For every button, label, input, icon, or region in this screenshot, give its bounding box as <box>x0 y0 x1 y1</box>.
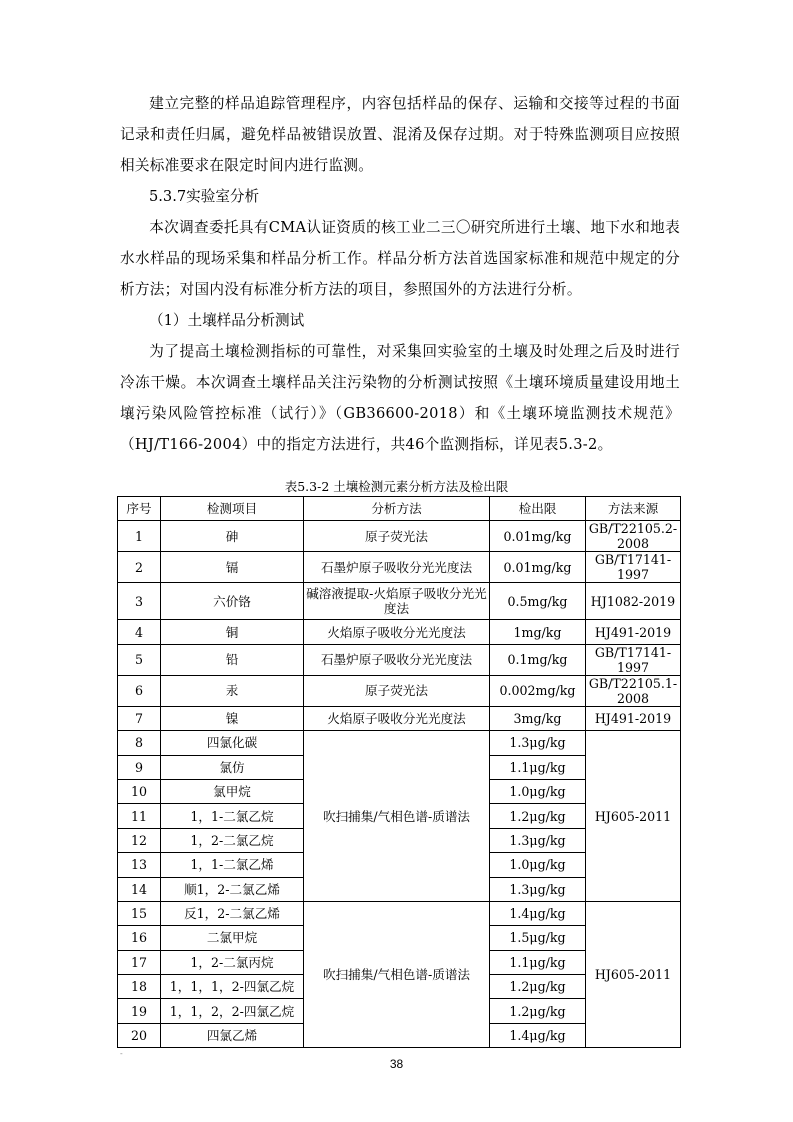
cell-method-group2: 吹扫捕集/气相色谱-质谱法 <box>304 901 490 1047</box>
cell-serial: 15 <box>118 901 161 925</box>
table-row <box>118 620 681 644</box>
cell-limit: 0.01mg/kg <box>490 521 586 552</box>
header-detection-limit: 检出限 <box>490 497 586 521</box>
header-method-source: 方法来源 <box>586 497 681 521</box>
cell-limit: 0.5mg/kg <box>490 583 586 620</box>
table-caption: 表5.3-2 土壤检测元素分析方法及检出限 <box>284 479 509 494</box>
cell-source: HJ1082-2019 <box>586 583 681 620</box>
cell-item: 四氯化碳 <box>161 731 304 755</box>
cell-source: GB/T17141-1997 <box>586 552 681 583</box>
cell-source-group2: HJ605-2011 <box>586 901 681 1047</box>
cell-serial: 16 <box>118 926 161 950</box>
cell-serial: 9 <box>118 755 161 779</box>
cell-serial: 5 <box>118 644 161 675</box>
cell-method: 火焰原子吸收分光光度法 <box>304 706 490 730</box>
cell-item: 二氯甲烷 <box>161 926 304 950</box>
cell-method: 石墨炉原子吸收分光光度法 <box>304 552 490 583</box>
cell-item: 顺1，2-二氯乙烯 <box>161 877 304 901</box>
cell-limit: 0.1mg/kg <box>490 644 586 675</box>
cell-method: 火焰原子吸收分光光度法 <box>304 620 490 644</box>
cell-method: 原子荧光法 <box>304 521 490 552</box>
cell-serial: 19 <box>118 999 161 1023</box>
cell-serial: 2 <box>118 552 161 583</box>
cell-serial: 17 <box>118 950 161 974</box>
cell-item: 1，2-二氯丙烷 <box>161 950 304 974</box>
paragraph-sample-tracking: 建立完整的样品追踪管理程序，内容包括样品的保存、运输和交接等过程的书面记录和责任归属，避免样品被错误放置、混淆及保存过期。对于特殊监测项目应按照相关标准要求在限定时间内进行监测。 <box>120 95 680 174</box>
cell-source: HJ491-2019 <box>586 620 681 644</box>
cell-item: 砷 <box>161 521 304 552</box>
paragraph-lab-commission: 本次调查委托具有CMA认证资质的核工业二三〇研究所进行土壤、地下水和地表水水样品的现场采集和样品分析工作。样品分析方法首选国家标准和规范中规定的分析方法；对国内没有标准分析方法的项目，参照国外的方法进行分析。 <box>120 219 680 298</box>
cell-serial: 12 <box>118 828 161 852</box>
cell-item: 镍 <box>161 706 304 730</box>
cell-limit: 1.3μg/kg <box>490 731 586 755</box>
cell-item: 1，1，2，2-四氯乙烷 <box>161 999 304 1023</box>
cell-limit: 1mg/kg <box>490 620 586 644</box>
cell-item: 四氯乙烯 <box>161 1023 304 1047</box>
cell-method-group1: 吹扫捕集/气相色谱-质谱法 <box>304 731 490 902</box>
cell-item: 1，1，1，2-四氯乙烷 <box>161 975 304 999</box>
cell-method: 碱溶液提取-火焰原子吸收分光光度法 <box>304 583 490 620</box>
cell-limit: 1.1μg/kg <box>490 950 586 974</box>
table-row <box>118 706 681 730</box>
cell-serial: 14 <box>118 877 161 901</box>
cell-serial: 11 <box>118 804 161 828</box>
header-test-item: 检测项目 <box>161 497 304 521</box>
cell-item: 铜 <box>161 620 304 644</box>
cell-limit: 1.4μg/kg <box>490 901 586 925</box>
section-heading-lab-analysis: 5.3.7实验室分析 <box>149 188 260 205</box>
cell-limit: 0.01mg/kg <box>490 552 586 583</box>
cell-item: 铅 <box>161 644 304 675</box>
header-serial: 序号 <box>118 497 161 521</box>
cell-limit: 1.0μg/kg <box>490 853 586 877</box>
cell-source: GB/T22105.1-2008 <box>586 675 681 706</box>
table-row <box>118 901 681 925</box>
cell-item: 六价铬 <box>161 583 304 620</box>
cell-item: 1，1-二氯乙烯 <box>161 853 304 877</box>
cell-serial: 7 <box>118 706 161 730</box>
table-row <box>118 521 681 552</box>
cell-limit: 1.1μg/kg <box>490 755 586 779</box>
table-row <box>118 583 681 620</box>
cell-item: 氯甲烷 <box>161 779 304 803</box>
cell-limit: 1.5μg/kg <box>490 926 586 950</box>
cell-limit: 1.2μg/kg <box>490 975 586 999</box>
table-row <box>118 644 681 675</box>
cell-item: 汞 <box>161 675 304 706</box>
cell-source: HJ491-2019 <box>586 706 681 730</box>
soil-analysis-table <box>117 496 681 1048</box>
table-header-row <box>118 497 681 521</box>
cell-serial: 18 <box>118 975 161 999</box>
table-row <box>118 731 681 755</box>
cell-source-group1: HJ605-2011 <box>586 731 681 902</box>
cell-limit: 1.2μg/kg <box>490 999 586 1023</box>
cell-limit: 1.3μg/kg <box>490 828 586 852</box>
cell-limit: 1.2μg/kg <box>490 804 586 828</box>
cell-serial: 6 <box>118 675 161 706</box>
cell-limit: 1.3μg/kg <box>490 877 586 901</box>
cell-serial: 4 <box>118 620 161 644</box>
cell-limit: 3mg/kg <box>490 706 586 730</box>
table-row <box>118 675 681 706</box>
cell-serial: 10 <box>118 779 161 803</box>
header-method: 分析方法 <box>304 497 490 521</box>
cell-serial: 13 <box>118 853 161 877</box>
footer-mark: - <box>120 1049 123 1058</box>
cell-limit: 1.4μg/kg <box>490 1023 586 1047</box>
cell-serial: 3 <box>118 583 161 620</box>
paragraph-soil-testing: 为了提高土壤检测指标的可靠性，对采集回实验室的土壤及时处理之后及时进行冷冻干燥。本次调查土壤样品关注污染物的分析测试按照《土壤环境质量建设用地土壤污染风险管控标准（试行）》（GB36600-2018）和《土壤环境监测技术规范》（HJ/T166-2004）中的指定方法进行，共46个监测指标，详见表5.3-2。 <box>120 343 680 453</box>
cell-limit: 1.0μg/kg <box>490 779 586 803</box>
cell-item: 氯仿 <box>161 755 304 779</box>
cell-serial: 8 <box>118 731 161 755</box>
cell-serial: 1 <box>118 521 161 552</box>
page-number: 38 <box>389 1057 404 1071</box>
cell-source: GB/T22105.2-2008 <box>586 521 681 552</box>
cell-item: 1，1-二氯乙烷 <box>161 804 304 828</box>
cell-item: 1，2-二氯乙烷 <box>161 828 304 852</box>
cell-source: GB/T17141-1997 <box>586 644 681 675</box>
cell-limit: 0.002mg/kg <box>490 675 586 706</box>
cell-item: 反1，2-二氯乙烯 <box>161 901 304 925</box>
table-row <box>118 552 681 583</box>
cell-item: 镉 <box>161 552 304 583</box>
cell-method: 原子荧光法 <box>304 675 490 706</box>
cell-method: 石墨炉原子吸收分光光度法 <box>304 644 490 675</box>
cell-serial: 20 <box>118 1023 161 1047</box>
subheading-soil-analysis: （1）土壤样品分析测试 <box>149 312 305 329</box>
